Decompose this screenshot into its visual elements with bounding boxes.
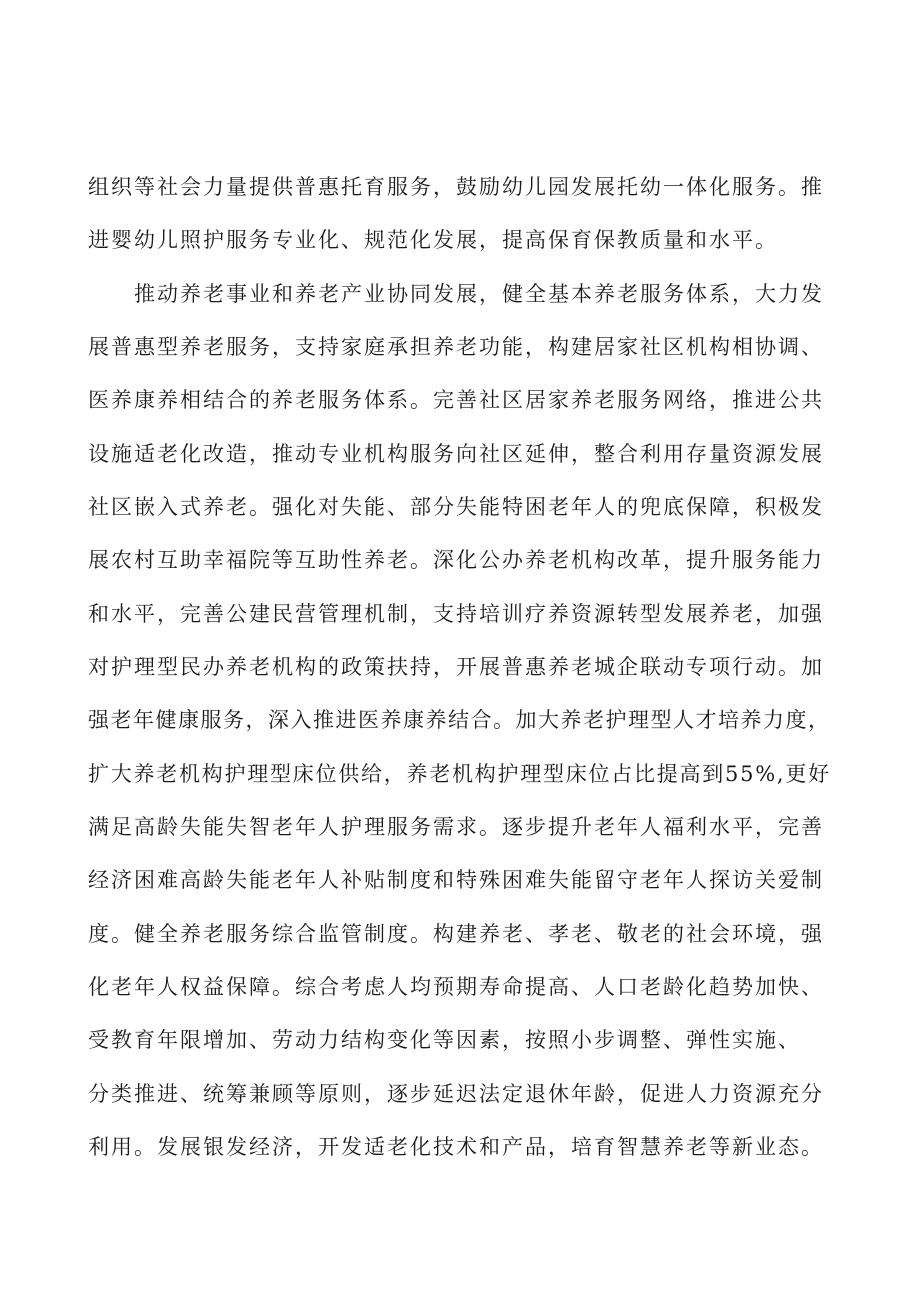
- paragraph-line: 和水平，完善公建民营管理机制，支持培训疗养资源转型发展养老，加强: [88, 602, 824, 626]
- paragraph-line: 满足高龄失能失智老年人护理服务需求。逐步提升老年人福利水平，完善: [88, 815, 824, 839]
- paragraph-line: 对护理型民办养老机构的政策扶持，开展普惠养老城企联动专项行动。加: [88, 655, 824, 679]
- paragraph-line: 社区嵌入式养老。强化对失能、部分失能特困老年人的兜底保障，积极发: [88, 495, 824, 519]
- paragraph-line: 组织等社会力量提供普惠托育服务，鼓励幼儿园发展托幼一体化服务。推: [88, 175, 824, 199]
- paragraph-line: 受教育年限增加、劳动力结构变化等因素，按照小步调整、弹性实施、: [88, 1028, 801, 1052]
- paragraph-line: 强老年健康服务，深入推进医养康养结合。加大养老护理型人才培养力度，: [88, 708, 831, 732]
- paragraph-line: 展农村互助幸福院等互助性养老。深化公办养老机构改革，提升服务能力: [88, 548, 824, 572]
- paragraph-line: 扩大养老机构护理型床位供给，养老机构护理型床位占比提高到55%,更好: [88, 762, 831, 786]
- paragraph-line: 医养康养相结合的养老服务体系。完善社区居家养老服务网络，推进公共: [88, 388, 824, 412]
- paragraph-line: 设施适老化改造，推动专业机构服务向社区延伸，整合利用存量资源发展: [88, 442, 824, 466]
- paragraph-line: 化老年人权益保障。综合考虑人均预期寿命提高、人口老龄化趋势加快、: [88, 975, 824, 999]
- paragraph-line: 度。健全养老服务综合监管制度。构建养老、孝老、敬老的社会环境，强: [88, 922, 824, 946]
- paragraph-line: 分类推进、统筹兼顾等原则，逐步延迟法定退休年龄，促进人力资源充分: [88, 1082, 824, 1106]
- paragraph-line: 利用。发展银发经济，开发适老化技术和产品，培育智慧养老等新业态。: [88, 1135, 824, 1159]
- paragraph-line: 展普惠型养老服务，支持家庭承担养老功能，构建居家社区机构相协调、: [88, 335, 824, 359]
- paragraph-line: 经济困难高龄失能老年人补贴制度和特殊困难失能留守老年人探访关爱制: [88, 868, 824, 892]
- paragraph-line: 推动养老事业和养老产业协同发展，健全基本养老服务体系，大力发: [134, 282, 824, 306]
- paragraph-line: 进婴幼儿照护服务专业化、规范化发展，提高保育保教质量和水平。: [88, 228, 778, 252]
